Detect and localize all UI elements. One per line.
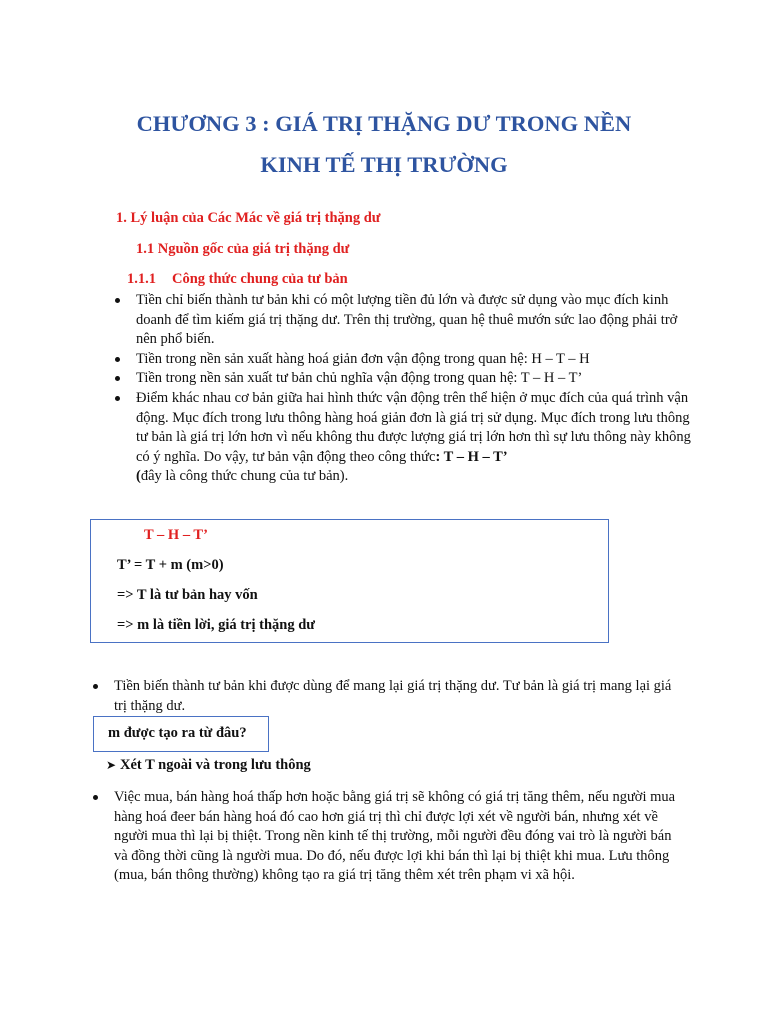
list-item: Tiền chỉ biến thành tư bản khi có một lượng tiền đủ lớn và được sử dụng vào mục đích kinh doanh để tìm kiếm giá trị thặng dư. Trên thị trường, quan hệ thuê mướn sức lao động phải trở nên phổ biến. [136,291,696,350]
chapter-title-line-1: CHƯƠNG 3 : GIÁ TRỊ THẶNG DƯ TRONG NỀN [136,111,632,136]
list-item: Tiền trong nền sản xuất tư bản chủ nghĩa vận động trong quan hệ: T – H – T’ [136,369,696,389]
section-label: Công thức chung của tư bản [172,271,348,287]
list-item: Việc mua, bán hàng hoá thấp hơn hoặc bằng giá trị sẽ không có giá trị tăng thêm, nếu người mua hàng hoá đeer bán hàng hoá đó cao hơn giá trị thì chỉ được lợi xét về người bán, nhưng xét về người mua thì lại bị thiệt. Trong nền kinh tế thị trường, mỗi người đều đóng vai trò là người bán và đồng thời cũng là người mua. Do đó, nếu được lợi khi bán thì lại bị thiệt khi mua. Lưu thông (mua, bán thông thường) không tạo ra giá trị tăng thêm xét trên phạm vi xã hội. [114,788,684,886]
formula-note-m: => m là tiền lời, giá trị thặng dư [117,617,315,633]
formula-equation: T’ = T + m (m>0) [117,557,224,573]
subheading-text: Xét T ngoài và trong lưu thông [120,757,311,773]
bullet-list-circulation [114,788,684,886]
list-item-text: Điểm khác nhau cơ bản giữa hai hình thức vận động trên thể hiện ở mục đích của quá trình vận động. Mục đích trong lưu thông hàng hoá giản đơn là giá trị sử dụng. Mục đích trong lưu thông tư bản là giá trị lớn hơn vì nếu không thu được lượng giá trị lớn hơn thì sự lưu thông này không có ý nghĩa. Do vậy, tư bản vận động theo công thức [136,389,691,465]
bullet-list-capital [114,677,684,716]
question-box [93,716,269,752]
formula-box [90,519,609,643]
subheading [106,757,311,774]
chapter-title-line-2: KINH TẾ THỊ TRƯỜNG [260,152,508,177]
list-item: Tiền biến thành tư bản khi được dùng để mang lại giá trị thặng dư. Tư bản là giá trị mang lại giá trị thặng dư. [114,677,684,716]
list-item-tail: đây là công thức chung của tư bản). [140,468,349,485]
section-number: 1.1.1 [127,271,156,287]
section-heading-1-1-1 [127,271,348,288]
bullet-list-formula [136,291,696,487]
list-item [136,389,696,487]
section-heading-1-1: 1.1 Nguồn gốc của giá trị thặng dư [136,241,350,257]
formula-note-t: => T là tư bản hay vốn [117,587,258,603]
formula-general: T – H – T’ [144,527,208,543]
question-text: m được tạo ra từ đâu? [108,725,247,741]
section-heading-1: 1. Lý luận của Các Mác về giá trị thặng dư [116,210,381,226]
list-item: Tiền trong nền sản xuất hàng hoá giản đơn vận động trong quan hệ: H – T – H [136,350,696,370]
arrow-bullet-icon: ➤ [106,758,117,772]
paren-open: ( [136,468,141,485]
formula-inline: : T – H – T’ [435,448,508,465]
